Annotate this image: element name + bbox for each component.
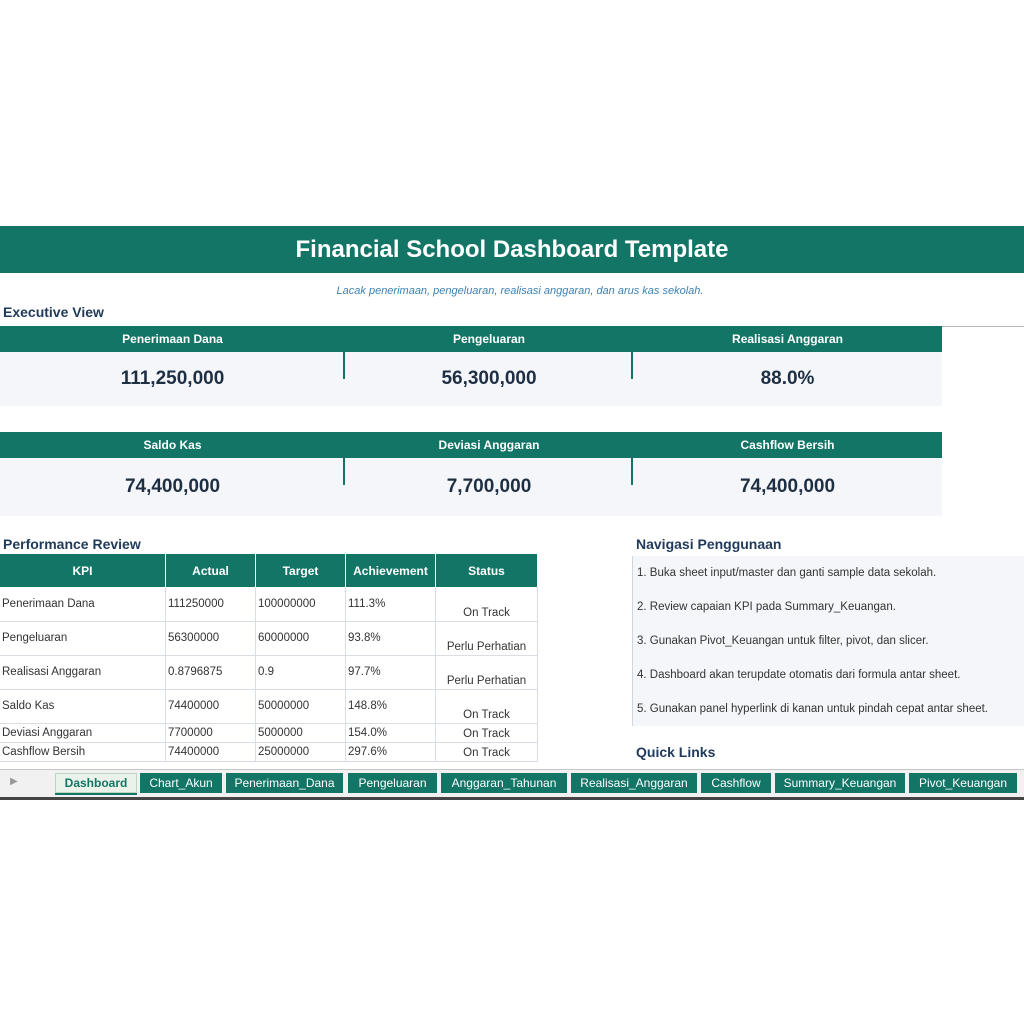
kpi-label: Pengeluaran [345, 326, 633, 352]
kpi-cell[interactable]: Penerimaan Dana [0, 587, 166, 621]
kpi-cell[interactable]: Pengeluaran [0, 621, 166, 655]
tab-scroll-right-icon[interactable]: ▶ [10, 776, 18, 787]
actual-cell[interactable]: 111250000 [166, 587, 256, 621]
list-item[interactable]: 1. Buka sheet input/master dan ganti sample data sekolah. [632, 556, 1024, 590]
kpi-card-pengeluaran[interactable] [345, 326, 633, 406]
table-row [0, 723, 538, 742]
list-item[interactable]: 3. Gunakan Pivot_Keuangan untuk filter, pivot, dan slicer. [632, 624, 1024, 658]
tab-pivot-keuangan[interactable]: Pivot_Keuangan [909, 773, 1017, 793]
target-cell[interactable]: 25000000 [256, 742, 346, 761]
kpi-divider [631, 352, 633, 379]
target-cell[interactable]: 60000000 [256, 621, 346, 655]
kpi-label: Penerimaan Dana [0, 326, 345, 352]
status-cell[interactable]: Perlu Perhatian [436, 655, 538, 689]
table-row [0, 587, 538, 621]
table-header-row [0, 554, 538, 587]
actual-cell[interactable]: 74400000 [166, 689, 256, 723]
dashboard-sheet [0, 226, 1024, 798]
kpi-value: 74,400,000 [633, 458, 942, 516]
kpi-cell[interactable]: Saldo Kas [0, 689, 166, 723]
performance-table [0, 554, 538, 762]
status-cell[interactable]: On Track [436, 587, 538, 621]
executive-view-heading: Executive View [3, 304, 104, 320]
column-header-kpi[interactable]: KPI [0, 554, 166, 587]
kpi-label: Cashflow Bersih [633, 432, 942, 458]
column-header-achievement[interactable]: Achievement [346, 554, 436, 587]
actual-cell[interactable]: 7700000 [166, 723, 256, 742]
column-header-target[interactable]: Target [256, 554, 346, 587]
kpi-card-cashflow-bersih[interactable] [633, 432, 942, 516]
kpi-divider [343, 352, 345, 379]
actual-cell[interactable]: 56300000 [166, 621, 256, 655]
kpi-label: Realisasi Anggaran [633, 326, 942, 352]
list-item[interactable]: 5. Gunakan panel hyperlink di kanan untuk pindah cepat antar sheet. [632, 692, 1024, 726]
kpi-label: Deviasi Anggaran [345, 432, 633, 458]
column-header-actual[interactable]: Actual [166, 554, 256, 587]
status-cell[interactable]: On Track [436, 742, 538, 761]
achievement-cell[interactable]: 93.8% [346, 621, 436, 655]
performance-review-heading: Performance Review [3, 536, 141, 552]
achievement-cell[interactable]: 148.8% [346, 689, 436, 723]
kpi-cell[interactable]: Deviasi Anggaran [0, 723, 166, 742]
status-cell[interactable]: On Track [436, 689, 538, 723]
kpi-value: 88.0% [633, 352, 942, 406]
table-row [0, 655, 538, 689]
achievement-cell[interactable]: 111.3% [346, 587, 436, 621]
target-cell[interactable]: 5000000 [256, 723, 346, 742]
navigation-list [632, 556, 1024, 726]
column-header-status[interactable]: Status [436, 554, 538, 587]
kpi-value: 111,250,000 [0, 352, 345, 406]
dashboard-title: Financial School Dashboard Template [0, 226, 1024, 273]
kpi-value: 56,300,000 [345, 352, 633, 406]
kpi-divider [631, 458, 633, 485]
kpi-cell[interactable]: Cashflow Bersih [0, 742, 166, 761]
target-cell[interactable]: 100000000 [256, 587, 346, 621]
dashboard-subtitle: Lacak penerimaan, pengeluaran, realisasi anggaran, dan arus kas sekolah. [336, 285, 704, 297]
list-item[interactable]: 2. Review capaian KPI pada Summary_Keuangan. [632, 590, 1024, 624]
table-row [0, 621, 538, 655]
sheet-tab-bar [0, 769, 1024, 800]
kpi-value: 7,700,000 [345, 458, 633, 516]
tab-pengeluaran[interactable]: Pengeluaran [348, 773, 437, 793]
navigasi-heading: Navigasi Penggunaan [636, 536, 782, 552]
status-cell[interactable]: On Track [436, 723, 538, 742]
table-row [0, 742, 538, 761]
kpi-card-saldo-kas[interactable] [0, 432, 345, 516]
kpi-value: 74,400,000 [0, 458, 345, 516]
list-item[interactable]: 4. Dashboard akan terupdate otomatis dari formula antar sheet. [632, 658, 1024, 692]
cell-gridline [942, 326, 1024, 327]
kpi-card-realisasi-anggaran[interactable] [633, 326, 942, 406]
quick-links-heading: Quick Links [636, 744, 716, 760]
achievement-cell[interactable]: 154.0% [346, 723, 436, 742]
kpi-divider [343, 458, 345, 485]
kpi-cell[interactable]: Realisasi Anggaran [0, 655, 166, 689]
table-row [0, 689, 538, 723]
tab-dashboard[interactable]: Dashboard [55, 773, 137, 795]
kpi-card-penerimaan-dana[interactable] [0, 326, 345, 406]
achievement-cell[interactable]: 297.6% [346, 742, 436, 761]
actual-cell[interactable]: 74400000 [166, 742, 256, 761]
tab-penerimaan-dana[interactable]: Penerimaan_Dana [226, 773, 343, 793]
tab-realisasi-anggaran[interactable]: Realisasi_Anggaran [571, 773, 697, 793]
status-cell[interactable]: Perlu Perhatian [436, 621, 538, 655]
tab-chart-akun[interactable]: Chart_Akun [140, 773, 222, 793]
tab-cashflow[interactable]: Cashflow [701, 773, 771, 793]
target-cell[interactable]: 50000000 [256, 689, 346, 723]
tab-anggaran-tahunan[interactable]: Anggaran_Tahunan [441, 773, 567, 793]
actual-cell[interactable]: 0.8796875 [166, 655, 256, 689]
kpi-label: Saldo Kas [0, 432, 345, 458]
kpi-card-deviasi-anggaran[interactable] [345, 432, 633, 516]
achievement-cell[interactable]: 97.7% [346, 655, 436, 689]
tab-summary-keuangan[interactable]: Summary_Keuangan [775, 773, 905, 793]
target-cell[interactable]: 0.9 [256, 655, 346, 689]
